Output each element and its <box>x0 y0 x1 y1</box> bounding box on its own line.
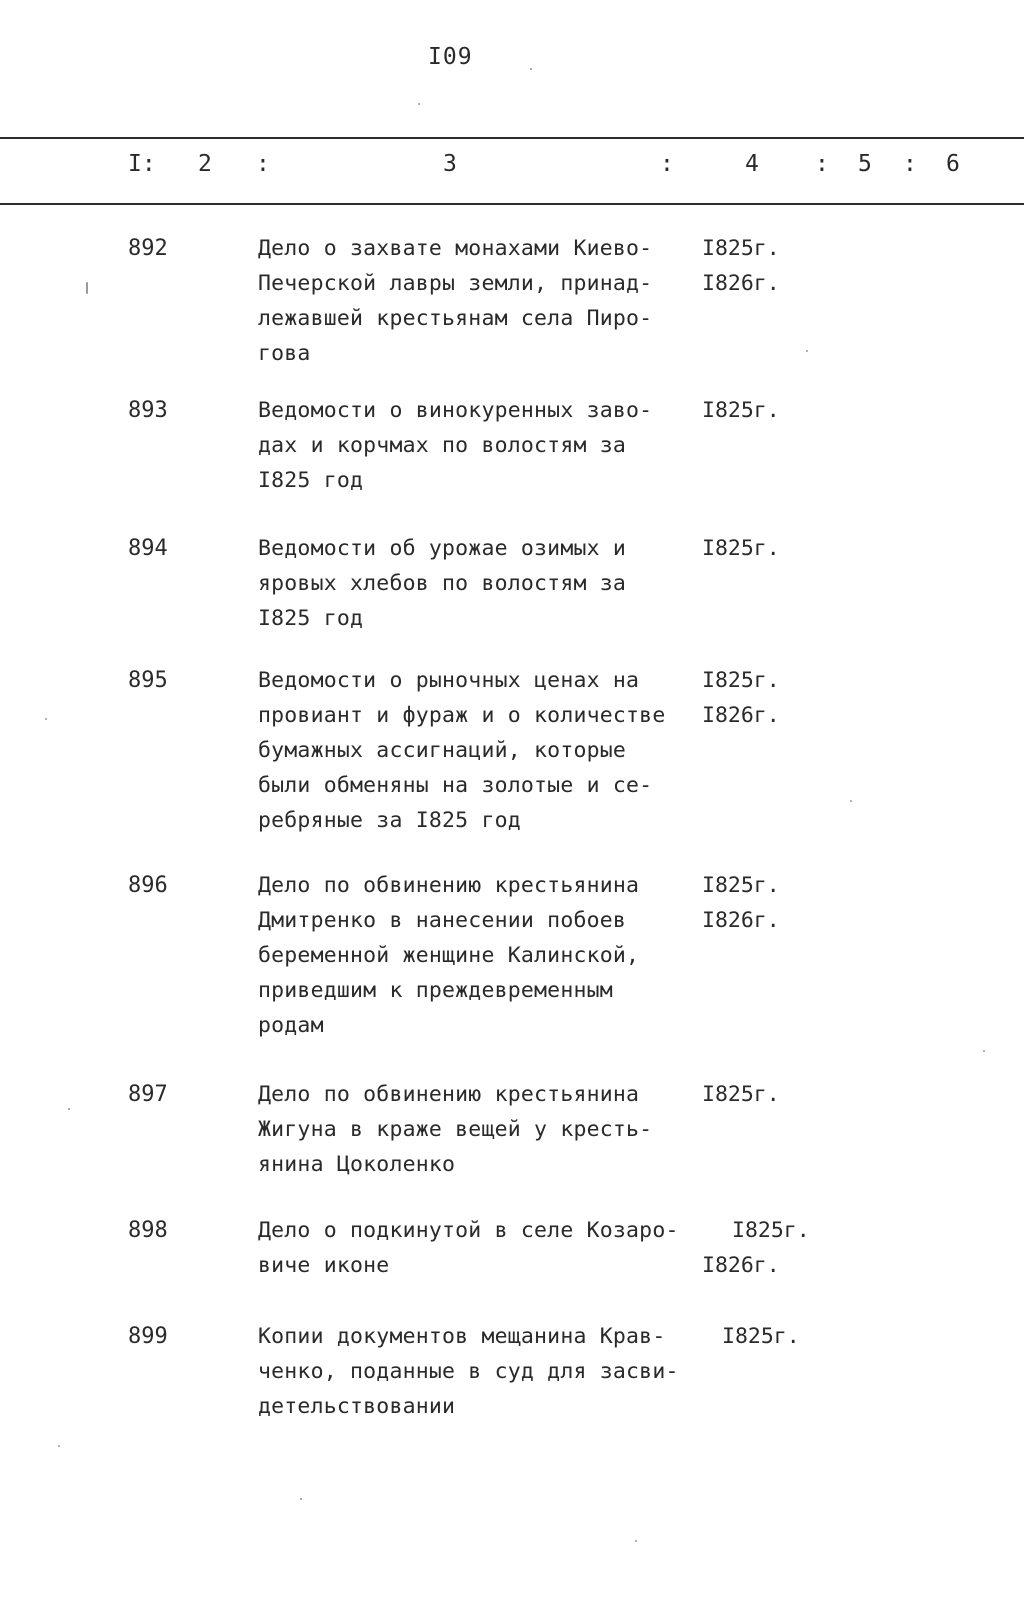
column-separator: : <box>815 151 829 177</box>
description-line: янина Цоколенко <box>258 1152 456 1177</box>
case-description <box>258 393 698 498</box>
scan-speck <box>806 350 808 352</box>
description-line: яровых хлебов по волостям за <box>258 571 627 596</box>
column-header-5: 5 <box>858 151 872 177</box>
description-line: бумажных ассигнаций, которые <box>258 738 627 763</box>
description-line: Дело о подкинутой в селе Козаро- <box>258 1218 679 1243</box>
case-number: 896 <box>128 873 168 898</box>
column-header-1: I: <box>128 151 156 177</box>
description-line: Дело по обвинению крестьянина <box>258 1082 640 1107</box>
case-number: 899 <box>128 1324 168 1349</box>
date-line: I825г. <box>702 236 780 261</box>
description-line: провиант и фураж и о количестве <box>258 703 666 728</box>
scan-speck <box>530 68 532 70</box>
scan-speck <box>418 103 420 105</box>
column-header-3: 3 <box>443 151 457 177</box>
case-description <box>258 1213 698 1283</box>
description-line: родам <box>258 1013 324 1038</box>
description-line: дах и корчмах по волостям за <box>258 433 627 458</box>
case-number: 897 <box>128 1082 168 1107</box>
column-header-4: 4 <box>745 151 759 177</box>
scan-speck <box>300 1498 302 1500</box>
scan-speck <box>68 1108 70 1110</box>
case-description <box>258 868 698 1043</box>
description-line: Ведомости о рыночных ценах на <box>258 668 640 693</box>
description-line: виче иконе <box>258 1253 390 1278</box>
date-line: I825г. <box>722 1324 800 1349</box>
column-separator: : <box>660 151 674 177</box>
date-line: I825г. <box>702 536 780 561</box>
case-description <box>258 1077 698 1182</box>
description-line: Жигуна в краже вещей у кресть- <box>258 1117 653 1142</box>
case-number: 893 <box>128 398 168 423</box>
case-number: 895 <box>128 668 168 693</box>
page-number: I09 <box>428 44 473 70</box>
description-line: лежавшей крестьянам села Пиро- <box>258 306 653 331</box>
case-dates <box>702 1077 780 1112</box>
description-line: I825 год <box>258 468 364 493</box>
date-line: I825г. <box>702 873 780 898</box>
date-line: I825г. <box>702 1082 780 1107</box>
description-line: гова <box>258 341 311 366</box>
case-number: 894 <box>128 536 168 561</box>
scan-speck <box>45 718 47 720</box>
table-top-rule <box>0 137 1024 139</box>
description-line: ребряные за I825 год <box>258 808 521 833</box>
description-line: I825 год <box>258 606 364 631</box>
date-line: I825г. <box>702 398 780 423</box>
case-dates <box>702 531 780 566</box>
scan-speck <box>635 1540 637 1542</box>
case-number: 892 <box>128 236 168 261</box>
description-line: детельствовании <box>258 1394 456 1419</box>
description-line: беременной женщине Калинской, <box>258 943 640 968</box>
case-dates <box>702 663 780 733</box>
description-line: Ведомости о винокуренных заво- <box>258 398 653 423</box>
column-separator: : <box>903 151 917 177</box>
description-line: Ведомости об урожае озимых и <box>258 536 627 561</box>
date-line: I826г. <box>702 908 780 933</box>
case-number: 898 <box>128 1218 168 1243</box>
table-header-rule <box>0 203 1024 205</box>
column-separator: : <box>256 151 270 177</box>
description-line: Копии документов мещанина Крав- <box>258 1324 666 1349</box>
date-line: I825г. <box>702 668 780 693</box>
case-description <box>258 231 698 371</box>
description-line: Дело о захвате монахами Киево- <box>258 236 653 261</box>
case-dates <box>702 393 780 428</box>
date-line: I826г. <box>702 703 780 728</box>
case-description <box>258 663 698 838</box>
case-dates <box>722 1319 800 1354</box>
date-line: I825г. <box>732 1218 810 1243</box>
case-dates <box>702 231 780 301</box>
date-line: I826г. <box>702 271 780 296</box>
case-dates <box>702 1213 810 1283</box>
case-description <box>258 531 698 636</box>
scan-speck <box>850 800 852 802</box>
description-line: Дмитренко в нанесении побоев <box>258 908 627 933</box>
scan-speck <box>86 282 88 294</box>
case-description <box>258 1319 698 1424</box>
description-line: были обменяны на золотые и се- <box>258 773 653 798</box>
date-line: I826г. <box>702 1253 780 1278</box>
case-dates <box>702 868 780 938</box>
description-line: ченко, поданные в суд для засви- <box>258 1359 679 1384</box>
scan-speck <box>983 1050 985 1052</box>
column-header-2: 2 <box>198 151 212 177</box>
description-line: приведшим к преждевременным <box>258 978 613 1003</box>
scan-speck <box>58 1445 60 1447</box>
column-header-6: 6 <box>946 151 960 177</box>
description-line: Дело по обвинению крестьянина <box>258 873 640 898</box>
description-line: Печерской лавры земли, принад- <box>258 271 653 296</box>
